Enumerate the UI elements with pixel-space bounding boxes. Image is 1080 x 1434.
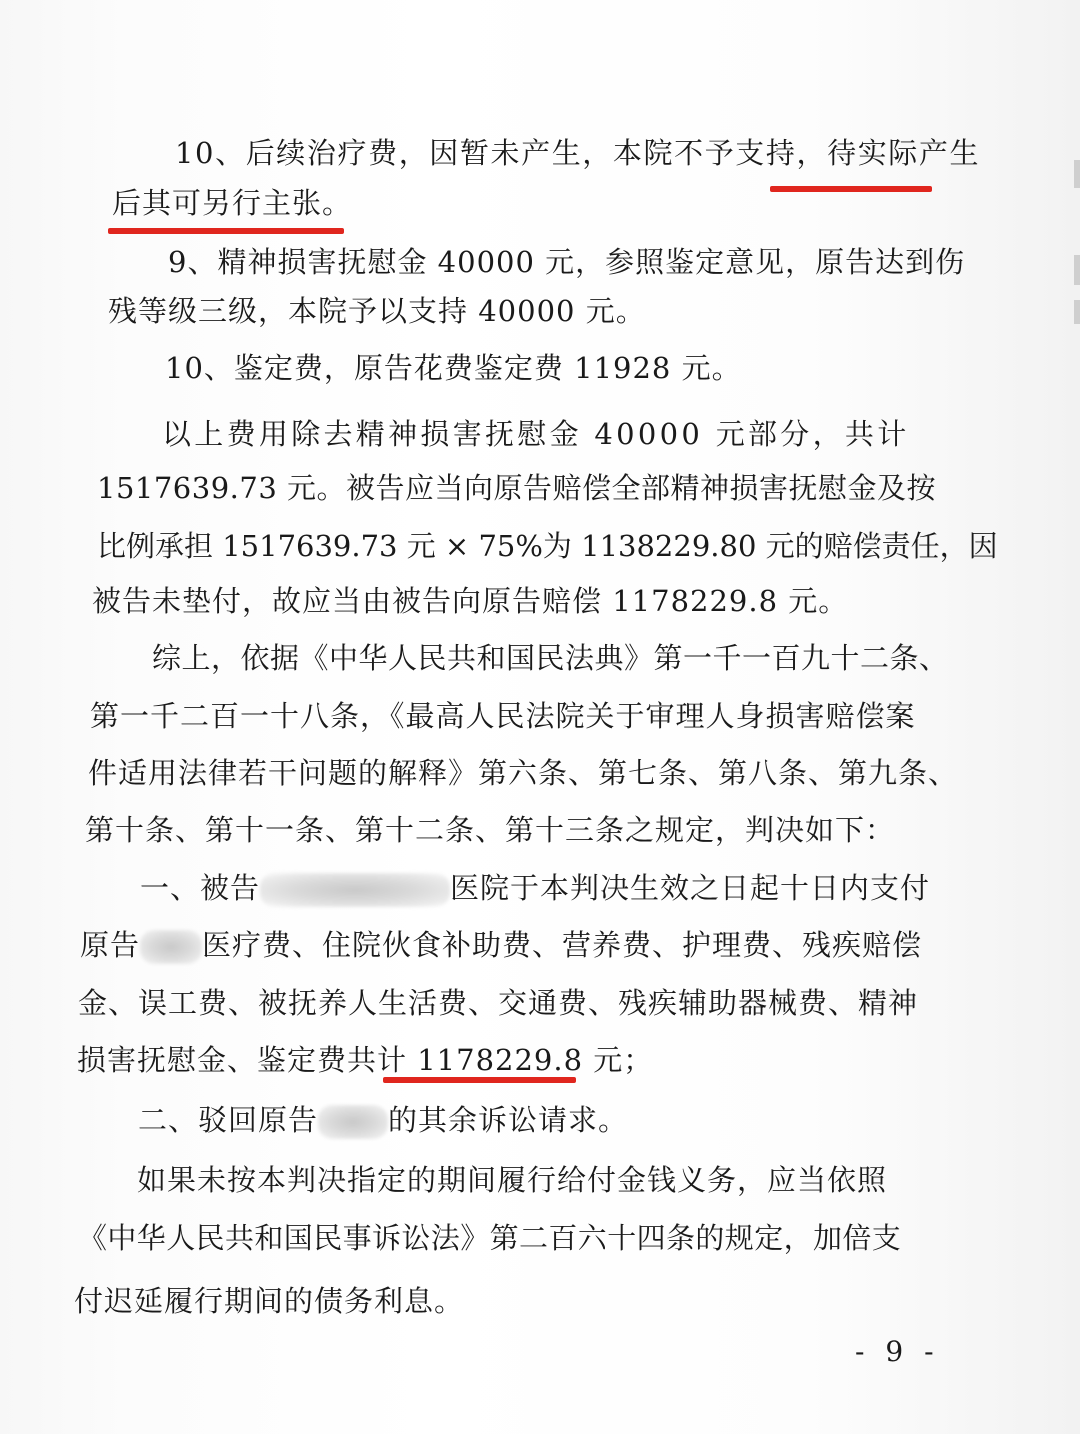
text-line [80, 925, 922, 965]
text-line: 10、后续治疗费，因暂未产生，本院不予支持，待实际产生 [175, 136, 981, 170]
text-line: 如果未按本判决指定的期间履行给付金钱义务，应当依照 [137, 1163, 888, 1197]
redacted-defendant-name [260, 873, 450, 907]
text-line: 《中华人民共和国民事诉讼法》第二百六十四条的规定，加倍支 [78, 1221, 902, 1255]
red-underline [108, 228, 344, 234]
text-line: 金、误工费、被抚养人生活费、交通费、残疾辅助器械费、精神 [78, 986, 919, 1020]
text-line: 被告未垫付，故应当由被告向原告赔偿 1178229.8 元。 [92, 584, 849, 618]
red-underline [383, 1077, 576, 1083]
reject-text: 的其余诉讼请求。 [388, 1103, 629, 1137]
text-line: 9、精神损害抚慰金 40000 元，参照鉴定意见，原告达到伤 [168, 245, 966, 279]
reject-prefix: 二、驳回原告 [138, 1103, 319, 1137]
text-line: 1517639.73 元。被告应当向原告赔偿全部精神损害抚慰金及按 [97, 471, 936, 505]
page-edge-mark [1074, 160, 1080, 188]
page-edge-mark [1074, 300, 1080, 324]
text-line: 残等级三级，本院予以支持 40000 元。 [108, 294, 646, 328]
plaintiff-text: 医疗费、住院伙食补助费、营养费、护理费、残疾赔偿 [202, 928, 923, 962]
page-number: - 9 - [855, 1335, 940, 1368]
redacted-plaintiff-name [318, 1105, 388, 1139]
redacted-plaintiff-name [140, 930, 202, 964]
page-edge-mark [1074, 255, 1080, 285]
text-line: 付迟延履行期间的债务利息。 [74, 1284, 465, 1318]
text-line [138, 1100, 628, 1140]
text-line: 以上费用除去精神损害抚慰金 40000 元部分，共计 [162, 417, 910, 451]
text-line: 损害抚慰金、鉴定费共计 1178229.8 元； [77, 1043, 654, 1077]
plaintiff-prefix: 原告 [80, 928, 141, 962]
defendant-text: 医院于本判决生效之日起十日内支付 [450, 871, 931, 905]
text-line: 比例承担 1517639.73 元 × 75%为 1138229.80 元的赔偿责任，因 [97, 529, 998, 563]
text-line: 10、鉴定费，原告花费鉴定费 11928 元。 [165, 351, 742, 385]
text-line: 第一千二百一十八条，《最高人民法院关于审理人身损害赔偿案 [90, 699, 916, 733]
text-line: 第十条、第十一条、第十二条、第十三条之规定，判决如下： [85, 813, 896, 847]
text-line: 后其可另行主张。 [112, 186, 353, 220]
text-line: 件适用法律若干问题的解释》第六条、第七条、第八条、第九条、 [88, 756, 959, 790]
red-underline [770, 186, 932, 192]
defendant-prefix: 一、被告 [140, 871, 261, 905]
text-line [140, 868, 930, 908]
text-line: 综上，依据《中华人民共和国民法典》第一千一百九十二条、 [152, 641, 949, 675]
